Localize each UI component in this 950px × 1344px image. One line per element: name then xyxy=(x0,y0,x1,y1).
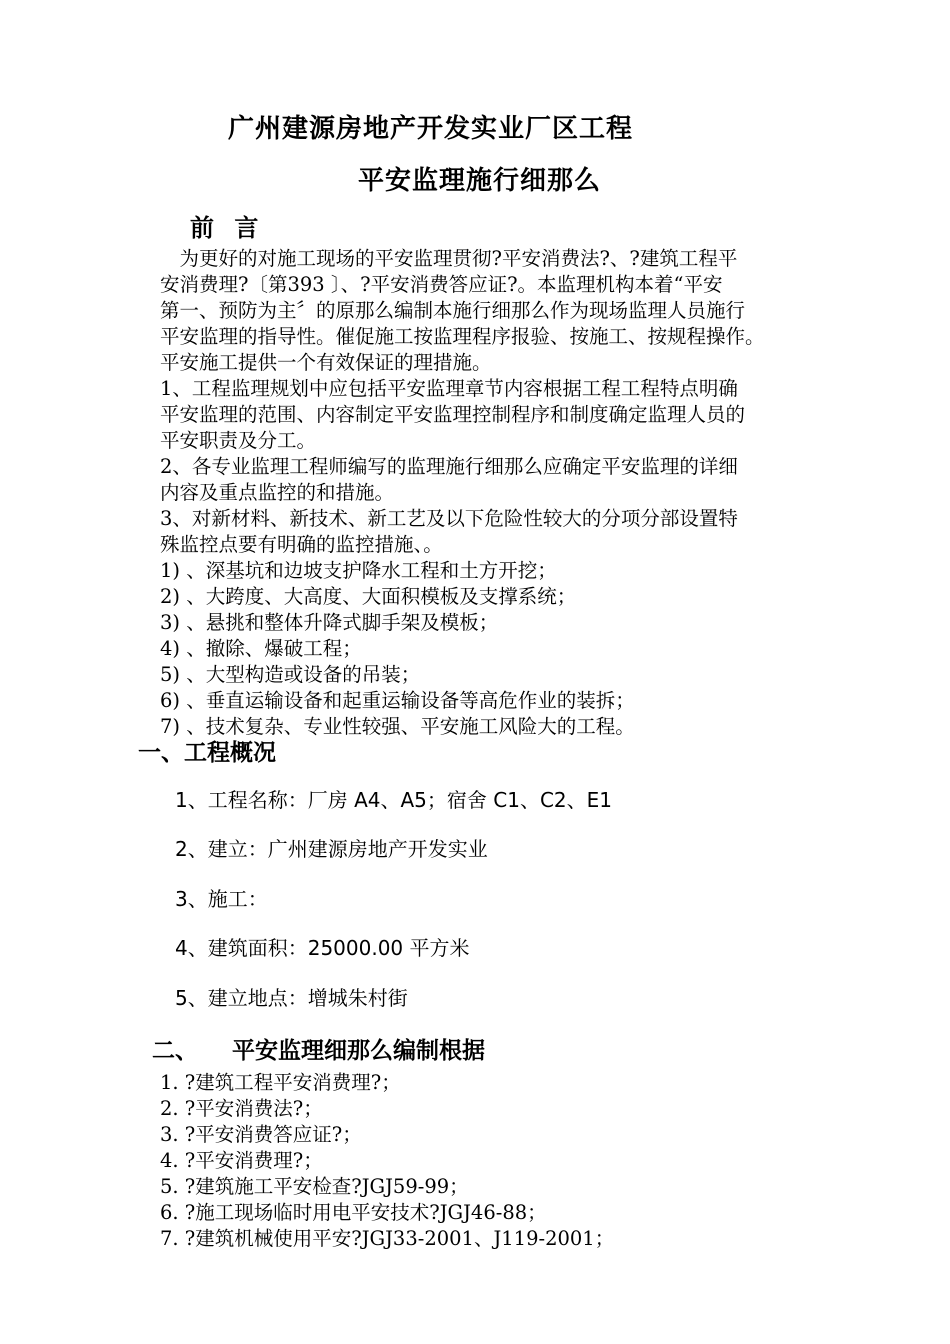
overview-item: 1、工程名称：厂房 A4、A5；宿舍 C1、C2、E1 xyxy=(175,788,612,812)
preface-body xyxy=(160,246,930,740)
basis-list-item: 7. ?建筑机械使用平安?JGJ33-2001、J119-2001； xyxy=(160,1227,615,1250)
preface-line: 3、对新材料、新技术、新工艺及以下危险性较大的分项分部设置特 xyxy=(160,507,738,530)
preface-list-item: 2) 、大跨度、大高度、大面积模板及支撑系统； xyxy=(160,585,577,608)
preface-line: 第一、预防为主〞的原那么编制本施行细那么作为现场监理人员施行 xyxy=(160,299,746,322)
preface-list-item: 5) 、大型构造或设备的吊装； xyxy=(160,663,421,686)
basis-list-item: 1. ?建筑工程平安消费理?； xyxy=(160,1071,401,1094)
preface-line: 内容及重点监控的和措施。 xyxy=(160,481,395,504)
preface-line: 安消费理?〔第393 〕、?平安消费答应证?。本监理机构本着“平安 xyxy=(160,273,723,296)
section2-heading-number: 二、 xyxy=(152,1038,198,1064)
section2-list xyxy=(160,1070,930,1252)
basis-list-item: 2. ?平安消费法?； xyxy=(160,1097,323,1120)
preface-list-item: 6) 、垂直运输设备和起重运输设备等高危作业的装拆； xyxy=(160,689,635,712)
overview-item: 4、建筑面积：25000.00 平方米 xyxy=(175,936,470,960)
preface-line: 为更好的对施工现场的平安监理贯彻?平安消费法?、?建筑工程平 xyxy=(160,247,738,270)
preface-list-item: 4) 、撤除、爆破工程； xyxy=(160,637,362,660)
overview-item: 5、建立地点：增城朱村街 xyxy=(175,986,408,1010)
preface-list-item: 7) 、技术复杂、专业性较强、平安施工风险大的工程。 xyxy=(160,715,635,738)
preface-line: 平安监理的范围、内容制定平安监理控制程序和制度确定监理人员的 xyxy=(160,403,746,426)
basis-list-item: 3. ?平安消费答应证?； xyxy=(160,1123,362,1146)
overview-item: 2、建立：广州建源房地产开发实业 xyxy=(175,837,488,861)
basis-list-item: 5. ?建筑施工平安检查?JGJ59-99； xyxy=(160,1175,469,1198)
overview-item: 3、施工： xyxy=(175,887,268,911)
section2-heading xyxy=(152,1032,485,1065)
preface-list-item: 3) 、悬挑和整体升降式脚手架及模板； xyxy=(160,611,499,634)
basis-list-item: 6. ?施工现场临时用电平安技术?JGJ46-88； xyxy=(160,1201,547,1224)
preface-heading: 前 言 xyxy=(190,214,259,242)
preface-line: 殊监控点要有明确的监控措施、。 xyxy=(160,533,443,556)
preface-line: 1、工程监理规划中应包括平安监理章节内容根据工程工程特点明确 xyxy=(160,377,738,400)
preface-line: 2、各专业监理工程师编写的监理施行细那么应确定平安监理的详细 xyxy=(160,455,738,478)
section1-heading: 一、工程概况 xyxy=(138,740,276,766)
preface-line: 平安职责及分工。 xyxy=(160,429,317,452)
basis-list-item: 4. ?平安消费理?； xyxy=(160,1149,323,1172)
preface-list-item: 1) 、深基坑和边坡支护降水工程和土方开挖； xyxy=(160,559,557,582)
document-title-line1: 广州建源房地产开发实业厂区工程 xyxy=(228,114,634,144)
preface-line: 平安监理的指导性。催促施工按监理程序报验、按施工、按规程操作。 xyxy=(160,325,765,348)
document-title-line2: 平安监理施行细那么 xyxy=(358,166,602,196)
preface-line: 平安施工提供一个有效保证的理措施。 xyxy=(160,351,492,374)
section2-heading-text: 平安监理细那么编制根据 xyxy=(232,1038,485,1064)
